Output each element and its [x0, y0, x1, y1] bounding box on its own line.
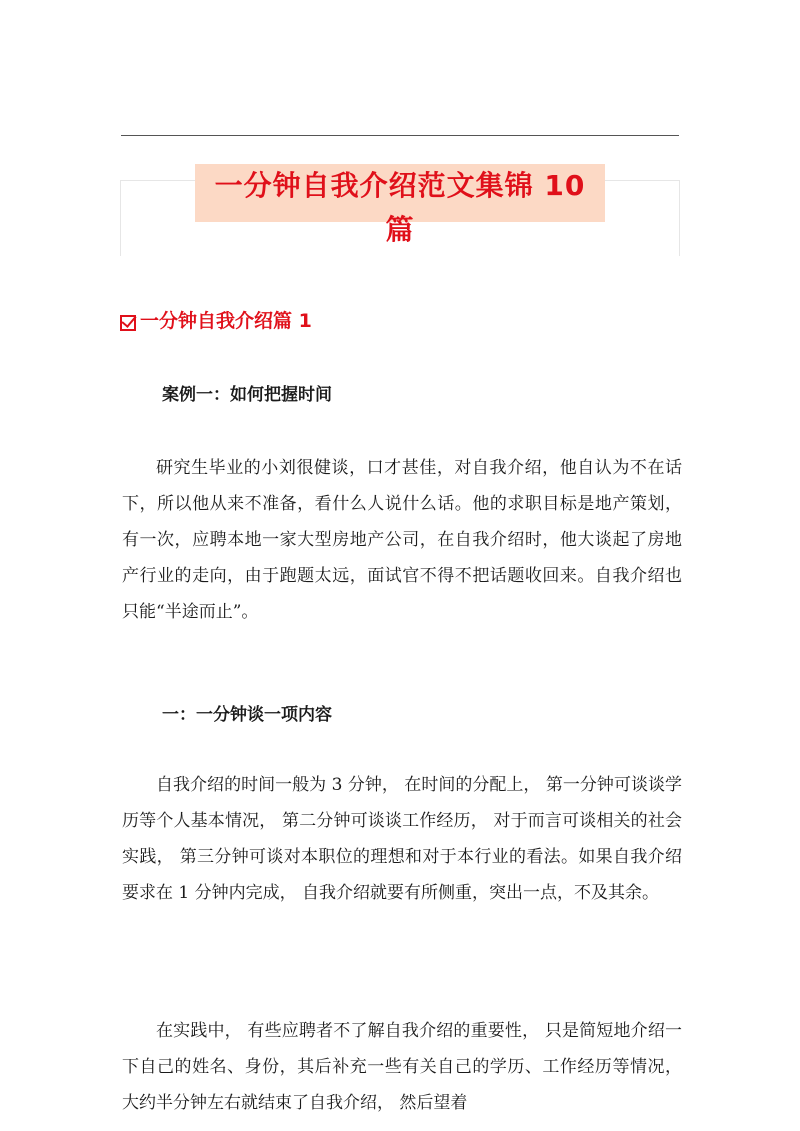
section-heading-text: 一分钟自我介绍篇 1: [140, 310, 312, 332]
case-heading: 案例一：如何把握时间: [162, 385, 332, 405]
point-paragraph-1: 自我介绍的时间一般为 3 分钟， 在时间的分配上， 第一分钟可谈谈学历等个人基本情况， 第二分钟可谈谈工作经历， 对于而言可谈相关的社会实践， 第三分钟可谈对本职位的理想和对于本行业的看法。如果自我介绍要求在 1 分钟内完成， 自我介绍就要有所侧重，突出一点，不及其余。: [122, 775, 682, 903]
checkbox-icon: [120, 315, 136, 331]
document-title: 一分钟自我介绍范文集锦 10 篇: [195, 164, 605, 222]
section-heading: [120, 306, 312, 333]
case-paragraph: 研究生毕业的小刘很健谈，口才甚佳，对自我介绍，他自认为不在话下，所以他从来不准备，看什么人说什么话。他的求职目标是地产策划，有一次，应聘本地一家大型房地产公司，在自我介绍时，他大谈起了房地产行业的走向，由于跑题太远，面试官不得不把话题收回来。自我介绍也只能“半途而止”。: [122, 458, 682, 622]
header-rule: [121, 135, 679, 136]
point-heading: 一：一分钟谈一项内容: [162, 705, 332, 725]
point-paragraph-2: 在实践中， 有些应聘者不了解自我介绍的重要性， 只是简短地介绍一下自己的姓名、身份，其后补充一些有关自己的学历、工作经历等情况， 大约半分钟左右就结束了自我介绍， 然后望着: [122, 1021, 682, 1113]
